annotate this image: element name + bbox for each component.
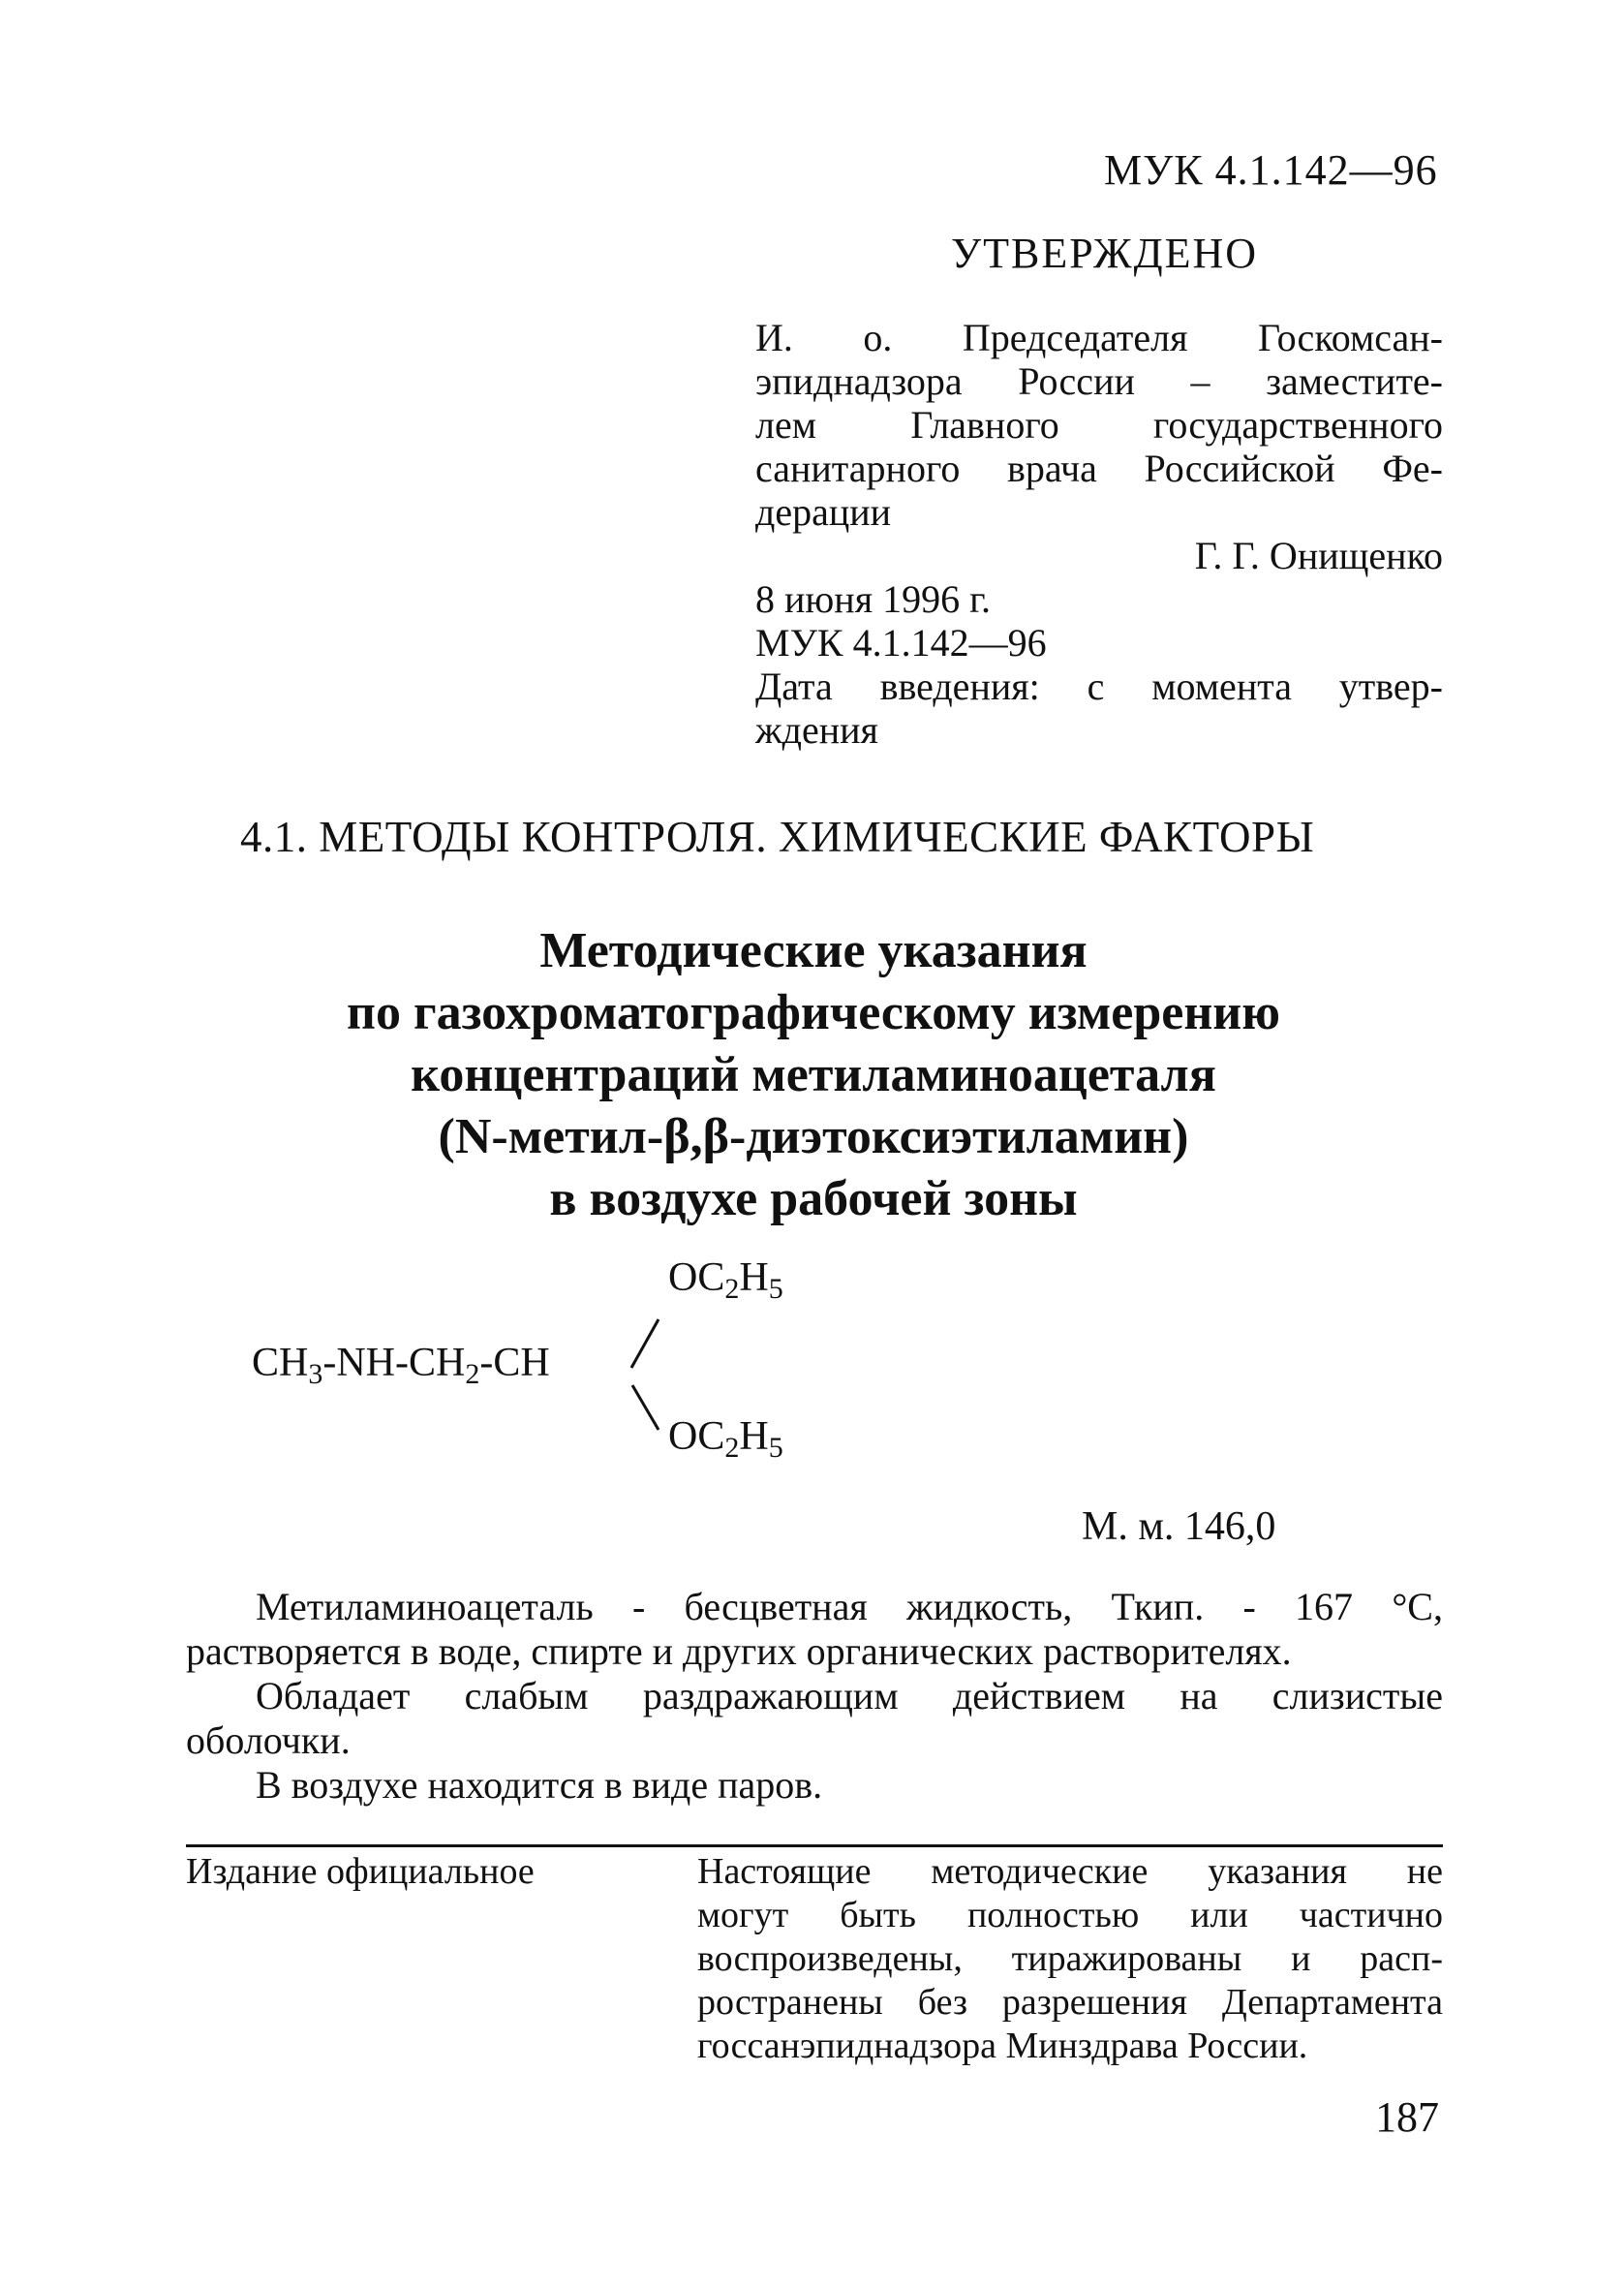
approval-date: 8 июня 1996 г. xyxy=(755,577,991,621)
body-line: растворяется в воде, спирте и других органических растворителях. xyxy=(186,1629,1292,1673)
approver-line: санитарного врача Российской Фе- xyxy=(755,447,1443,490)
section-heading: 4.1. МЕТОДЫ КОНТРОЛЯ. ХИМИЧЕСКИЕ ФАКТОРЫ xyxy=(240,813,1315,861)
formula-bond-up xyxy=(631,1319,659,1368)
document-code: МУК 4.1.142—96 xyxy=(1104,146,1438,194)
formula-bond-down xyxy=(632,1385,659,1430)
approver-line: эпиднадзора России – заместите- xyxy=(755,359,1443,403)
body-text xyxy=(186,1585,1443,1808)
title-line: в воздухе рабочей зоны xyxy=(549,1171,1078,1226)
footer-divider xyxy=(186,1844,1443,1847)
approver-block xyxy=(755,316,1443,752)
page-number: 187 xyxy=(1375,2093,1439,2141)
title-line: по газохроматографическому измерению xyxy=(347,985,1280,1040)
body-line: В воздухе находится в виде паров. xyxy=(256,1763,823,1807)
title-line: Методические указания xyxy=(539,923,1088,978)
body-line: Метиламиноацеталь - бесцветная жидкость, Ткип. - 167 °С, xyxy=(256,1585,1443,1628)
molar-mass: М. м. 146,0 xyxy=(1082,1504,1276,1549)
formula-chain: CH3-NH-CH2-CH xyxy=(252,1341,550,1390)
approver-line: лем Главного государственного xyxy=(755,403,1443,447)
notice-line: могут быть полностью или частично xyxy=(697,1895,1443,1935)
notice-line: ространены без разрешения Департамента xyxy=(697,1982,1443,2023)
copyright-notice xyxy=(697,1850,1443,2068)
formula-substituent-top: OC2H5 xyxy=(668,1255,783,1305)
notice-line: госсанэпиднадзора Минздрава России. xyxy=(697,2026,1308,2066)
structural-formula xyxy=(252,1250,930,1472)
notice-line: Настоящие методические указания не xyxy=(697,1851,1443,1892)
approver-code: МУК 4.1.142—96 xyxy=(755,621,1047,665)
formula-substituent-bottom: OC2H5 xyxy=(668,1414,783,1464)
approver-name: Г. Г. Онищенко xyxy=(1194,534,1443,577)
approver-line: И. о. Председателя Госкомсан- xyxy=(755,316,1443,359)
title-line: (N-метил-β,β-диэтоксиэтиламин) xyxy=(438,1109,1189,1164)
intro-date-line: Дата введения: с момента утвер- xyxy=(755,665,1443,708)
approver-line: дерации xyxy=(755,490,892,534)
title-line: концентраций метиламиноацеталя xyxy=(411,1047,1216,1102)
intro-date-line: ждения xyxy=(755,708,878,752)
approved-heading: УТВЕРЖДЕНО xyxy=(951,230,1259,277)
body-line: оболочки. xyxy=(186,1718,351,1762)
document-title xyxy=(194,920,1433,1230)
notice-line: воспроизведены, тиражированы и расп- xyxy=(697,1938,1443,1979)
official-edition-label: Издание официальное xyxy=(186,1851,535,1892)
body-line: Обладает слабым раздражающим действием на слизистые xyxy=(256,1674,1443,1717)
